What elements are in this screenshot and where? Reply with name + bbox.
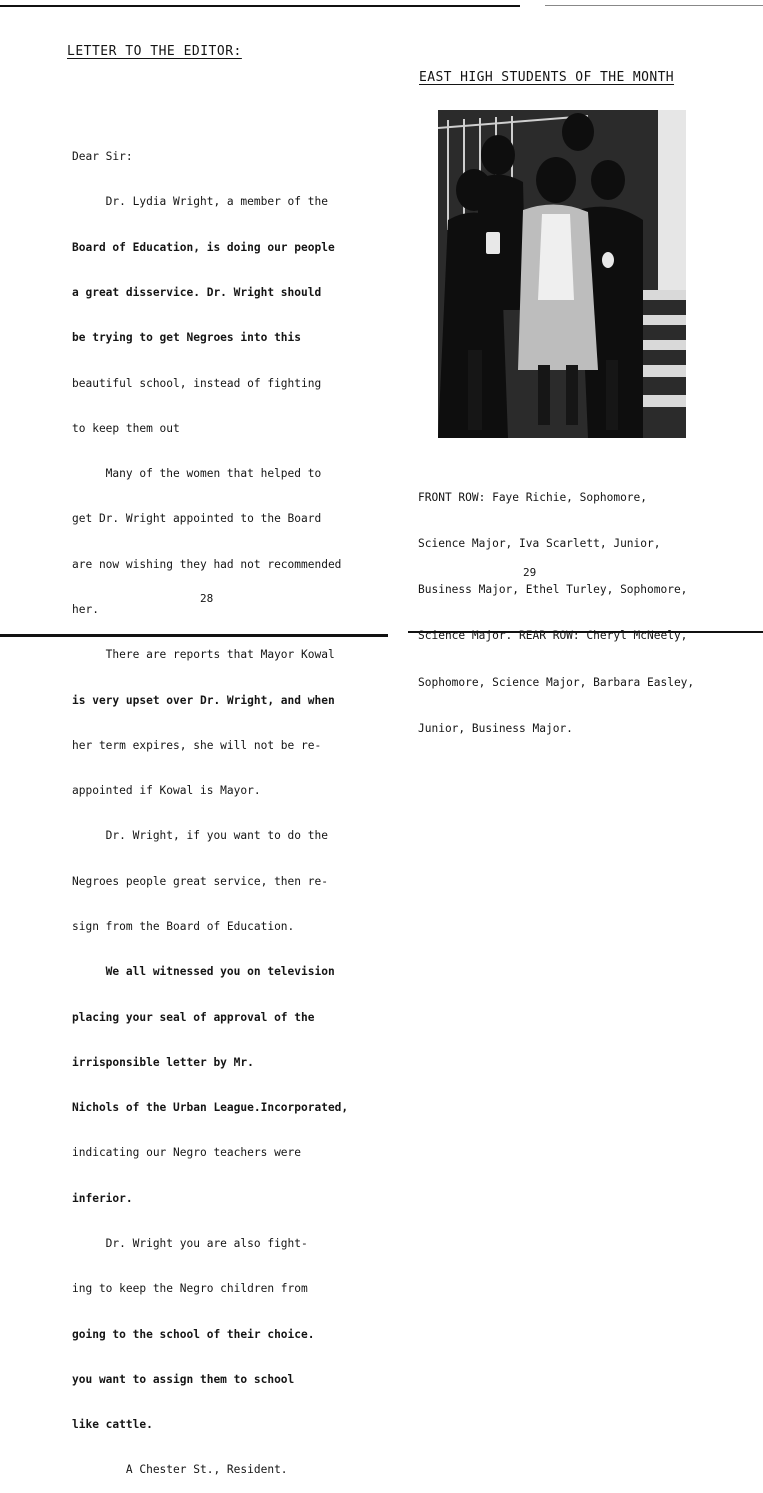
photo-illustration [438, 110, 686, 438]
letter-line: appointed if Kowal is Mayor. [72, 784, 261, 798]
letter-line: irrisponsible letter by Mr. [72, 1055, 254, 1069]
letter-line: Negroes people great service, then re- [72, 874, 328, 888]
caption-line: Sophomore, Science Major, Barbara Easley, [418, 675, 695, 689]
letter-line: a great disservice. Dr. Wright should [72, 286, 322, 300]
letter-line: placing your seal of approval of the [72, 1010, 315, 1024]
letter-body [72, 119, 402, 1493]
letter-line: like cattle. [72, 1418, 153, 1432]
caption-line: Science Major. REAR ROW: Cheryl McNeely, [418, 629, 688, 643]
letter-line: Nichols of the Urban League.Incorporated, [72, 1101, 349, 1115]
letter-line: you want to assign them to school [72, 1372, 295, 1386]
letter-line: are now wishing they had not recommended [72, 557, 342, 571]
letter-line: her term expires, she will not be re- [72, 738, 322, 752]
letter-line: Dr. Wright you are also fight- [72, 1236, 308, 1250]
caption-line: Business Major, Ethel Turley, Sophomore, [418, 583, 688, 597]
letter-title: LETTER TO THE EDITOR: [67, 44, 242, 59]
letter-line: There are reports that Mayor Kowal [72, 648, 335, 662]
photo-caption [418, 459, 758, 752]
caption-line: FRONT ROW: Faye Richie, Sophomore, [418, 490, 648, 504]
students-of-month-title: EAST HIGH STUDENTS OF THE MONTH [419, 70, 675, 85]
letter-line: indicating our Negro teachers were [72, 1146, 302, 1160]
letter-line: be trying to get Negroes into this [72, 331, 302, 345]
letter-line: get Dr. Wright appointed to the Board [72, 512, 322, 526]
letter-line: beautiful school, instead of fighting [72, 376, 322, 390]
top-rule [0, 5, 520, 7]
letter-line: is very upset over Dr. Wright, and when [72, 693, 335, 707]
letter-line: to keep them out [72, 421, 180, 435]
letter-line: A Chester St., Resident. [72, 1463, 288, 1477]
top-rule-faint [545, 5, 763, 6]
letter-line: inferior. [72, 1191, 133, 1205]
letter-line: going to the school of their choice. [72, 1327, 315, 1341]
letter-line: ing to keep the Negro children from [72, 1282, 308, 1296]
caption-line: Junior, Business Major. [418, 721, 573, 735]
student-group-photo [438, 110, 686, 438]
page-number-left: 28 [200, 592, 214, 605]
page-number-right: 29 [523, 566, 537, 579]
letter-line: Dr. Wright, if you want to do the [72, 829, 328, 843]
letter-line: Many of the women that helped to [72, 467, 322, 481]
caption-line: Science Major, Iva Scarlett, Junior, [418, 537, 661, 551]
letter-line: We all witnessed you on television [72, 965, 335, 979]
letter-line: Board of Education, is doing our people [72, 240, 335, 254]
letter-line: Dear Sir: [72, 150, 133, 164]
letter-line: her. [72, 603, 99, 616]
letter-line: Dr. Lydia Wright, a member of the [72, 195, 328, 209]
letter-line: sign from the Board of Education. [72, 919, 295, 933]
